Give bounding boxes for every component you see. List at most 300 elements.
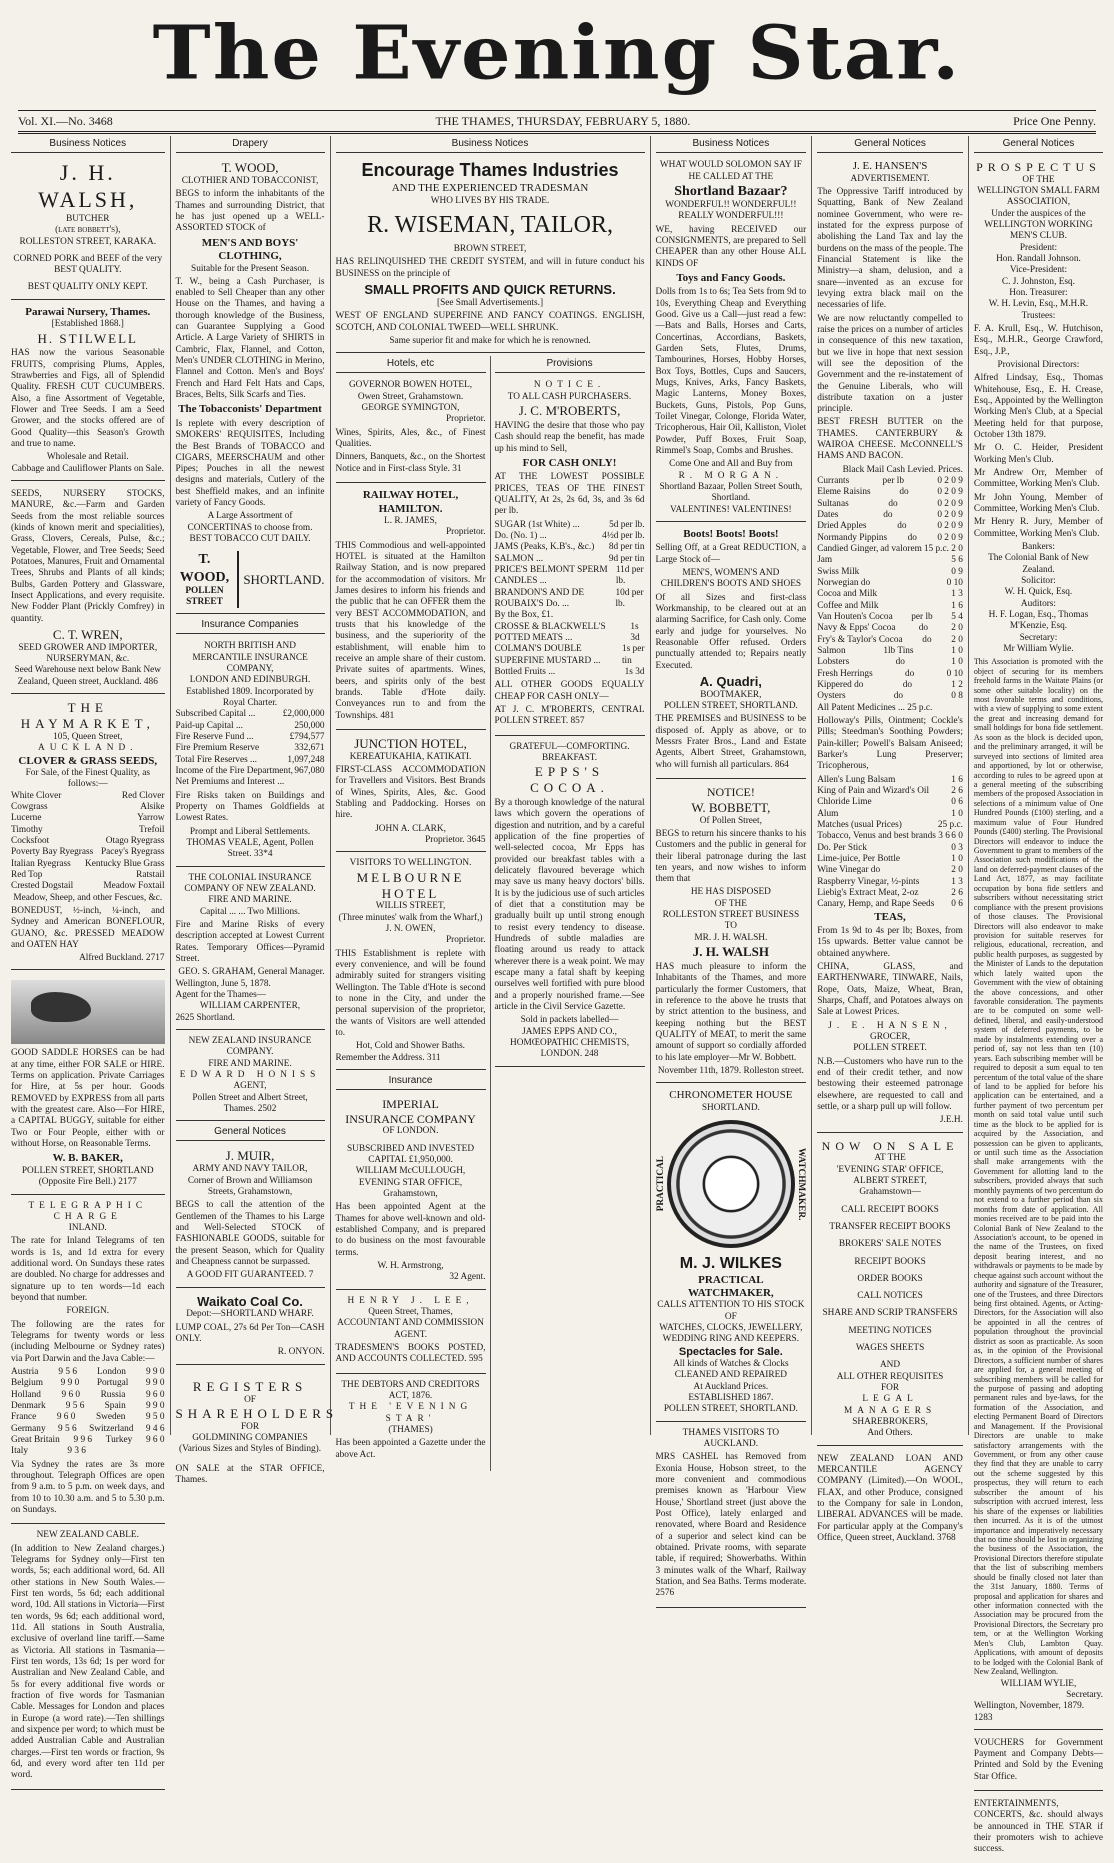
price-row <box>495 667 645 678</box>
grocery-row-cell: 0 2 0 9 <box>937 487 963 498</box>
ad-shortland-bazaar: WHAT WOULD SOLOMON SAY IF HE CALLED AT THE Shortland Bazaar? WONDERFUL!! WONDERFUL!! REALLY WONDERFUL!!! WE, having RECEIVED our CONSIGNMENTS, are prepared to Sell CHEAPER than any other House ALL KINDS OF Toys and Fancy Goods. Dolls from 1s to 6s; Tea Sets from 9d to 10s, Everything Cheap and Everything Good. Give us a Call—just read a few:—Bats and Balls, Horses and Carts, Concertinas, Accordians, Baskets, Garden Sets, Flutes, Drums, Tambourines, Horses, Hobby Horses, Box Toys, Bottles, Cups and Saucers, Mugs, Knives, Arks, Fancy Baskets, Magic Lanterns, Money Boxes, Buckets, Guns, Pistols, Pop Guns, Toilet Vinegar, Colonge, Florida Water, Tricopherous, Hair Oil, Kalliston, Violet Powder, Puff Boxes, Fruit Soap, Rimmel's Soap, Combs and Brushes. Come One and All and Buy from R. MORGAN. Shortland Bazaar, Pollen Street South, Shortland. VALENTINES! VALENTINES! <box>656 157 807 522</box>
price-row <box>495 588 645 611</box>
grocery-row <box>817 646 963 657</box>
capital-row <box>176 755 325 766</box>
sundry-row-cell: Liebig's Extract Meat, 2-oz <box>817 887 919 898</box>
grocery-row-cell: do <box>883 510 893 521</box>
sundry-row-cell: Alum <box>817 808 839 819</box>
sundry-row-cell: 6 0 <box>951 831 963 842</box>
rate-row <box>11 1378 165 1389</box>
section-header: General Notices <box>974 136 1103 153</box>
section-header: Provisions <box>495 356 645 373</box>
grocery-row-cell: 0 2 0 9 <box>937 498 963 509</box>
seed-row <box>11 813 165 824</box>
rate-row-cell: Great Britain <box>11 1435 60 1446</box>
grocery-row-cell: Candied Ginger, <box>817 544 879 555</box>
grocery-row-cell: do <box>897 521 907 532</box>
ad-registers: REGISTERS OF SHAREHOLDERS FOR GOLDMINING COMPANIES (Various Sizes and Styles of Binding). ON SALE at the STAR OFFICE, Thames. <box>175 1378 339 1486</box>
sundry-row-cell: Do. Per Stick <box>817 842 868 853</box>
capital-row-cell: Paid-up Capital ... <box>175 720 243 731</box>
ad-telegraphic-charges: TELEGRAPHIC CHARGE INLAND. The rate for Inland Telegrams of ten words is 1s, and 1d extra for every additional word. On Sundays these rates are doubled. No charge for addresses and signature up to ten words—1d each beyond that number. FOREIGN. The following are the rates for Telegrams for twenty words or less (including Melbourne or Sydney rates) via Port Darwin and the Java Cable:— Austria 9 5 6 London 9 9 0 Belgium 9 9 0 Portugal 9 9 0 Holland 9 6 0 Russia 9 6 0 Denmark 9 5 6 Spain 9 9 0 France 9 6 0 Sweden 9 5 0 Germany 9 5 6 Switzerland 9 4 6 Great Britain 9 9 6 Turkey 9 6 0 Italy 9 3 6 Via Sydney the rates are 3s more throughout. Telegraph Offices are open from 9 a.m. to 5 p.m. on week days, and from 10 to 10.30 a.m. and 5 to 5.30 p.m. on Sundays. <box>11 1198 165 1525</box>
capital-row-cell: Subscribed Capital ... <box>175 709 256 720</box>
rate-row-cell: 9 5 0 <box>145 1412 165 1423</box>
price-row-cell: 1s 3d <box>630 621 640 643</box>
grocery-row <box>817 533 963 544</box>
price-row-cell: COLMAN'S DOUBLE SUPERFINE MUSTARD ... <box>494 644 601 666</box>
seed-row-cell: Lucerne <box>11 813 42 824</box>
sundry-row <box>817 877 963 888</box>
grocery-row <box>817 499 963 510</box>
grocery-row-cell: Fry's & Taylor's Cocoa <box>817 634 903 645</box>
rate-row-cell: Switzerland <box>89 1423 134 1434</box>
ad-wren-seeds: SEEDS, NURSERY STOCKS, MANURE, &c.—Farm and Garden Seeds from the most reliable sources (kinds of known merit and specialities), Grass, Clovers, Cereals, Pulse, &c.; Vegetable, Flower, and Tree Seeds; Seed Potatoes, Manures, Fruit and Ornamental Trees, Shrubs and Plants of all kinds; Bulbs, Garden Pottery and Glassware, Insect Applications, and every requisite. New Fodder Plant (Prickly Comfrey) in quantity. C. T. WREN, SEED GROWER AND IMPORTER, NURSERYMAN, &c. Seed Warehouse next below Bank New Zealand, Queen street, Auckland. 486 <box>11 484 165 694</box>
seed-row-cell: Ratstail <box>136 869 165 880</box>
rate-row <box>11 1424 165 1435</box>
rate-row <box>11 1390 165 1401</box>
newspaper-title: The Evening Star. <box>152 10 962 97</box>
grocery-row <box>817 521 963 532</box>
sundry-row <box>817 809 963 820</box>
price-row-cell: 9d per tin <box>608 553 645 564</box>
ad-governor-bowen-hotel: GOVERNOR BOWEN HOTEL, Owen Street, Grahamstown. GEORGE SYMINGTON, Proprietor. Wines, Spirits, Ales, &c., of Finest Qualities. Dinners, Banquets, &c., on the Shortest Notice and in First-class Style. 31 <box>336 377 486 483</box>
rate-row-cell: 9 9 0 <box>145 1401 165 1412</box>
section-header: General Notices <box>817 136 963 153</box>
ad-muir-tailor: J. MUIR, ARMY AND NAVY TAILOR, Corner of Brown and Williamson Streets, Grahamstown, BEGS to call the attention of the Gentlemen of the Thames to his Large and Well-Selected STOCK of FASHIONABLE GOODS, suitable for the present Season, which for Quality and Cheapness cannot be surpassed. A GOOD FIT GUARANTEED. 7 <box>176 1145 325 1287</box>
grocery-row-cell: 15 p.c. 2 0 <box>923 544 963 555</box>
sundry-row <box>817 786 963 797</box>
grocery-row <box>817 669 963 680</box>
grocery-row-cell: 5 6 <box>951 555 963 566</box>
grocery-row-cell: do <box>899 487 909 498</box>
ad-hansen-grocer: J. E. HANSEN'S ADVERTISEMENT. The Oppressive Tariff introduced by Squatting, Bank of New Zealand nominee Government, who were re-instated for the express purpose of abolishing the Land Tax and lay the burdens on the mass of the people. The Financial Statement is like the Ministry—a sham, delusion, and a snare—invented as an excuse for levying extra black mail on the necessaries of life. We are now reluctantly compelled to raise the prices on a number of articles in consequence of this new taxation, but we live in hope that next session will see the deposition of the Government and the re-instatement of the Genuine Liberals, who will distribute taxation on a juster principle. BEST FRESH BUTTER on the THAMES. CANTERBURY & WAIROA CHEESE. McCONNELL'S HAMS AND BACON. Black Mail Cash Levied. Prices. Currants per lb 0 2 0 9 Eleme Raisins do 0 2 0 9 Sultanas do 0 2 0 9 Dates do 0 2 0 9 Dried Apples do 0 2 0 9 Normandy Pippins do 0 2 0 9 Candied Ginger, ad valorem 15 p.c. 2 0 Jam 5 6 Swiss Milk 0 9 Norwegian do 0 10 Cocoa and Milk 1 3 Coffee and Milk 1 6 Van Houten's Cocoa per lb 5 4 Navy & Epps' Cocoa do 2 0 Fry's & Taylor's Cocoa do 2 0 Salmon 1lb Tins 1 0 Lobsters do 1 0 Fresh Herrings do 0 10 Kippered do do 1 2 Oysters do 0 8 All Patent Medicines ... 25 p.c. Holloway's Pills, Ointment; Cockle's Pills; Steedman's Soothing Powders; Pain-killer; Powell's Balsam Aniseed; Barker's Lung Preserver; Tricopherous, Allen's Lung Balsam 1 6 King of Pain and Wizard's Oil 2 6 Chloride Lime 0 6 Alum 1 0 Matches (usual Prices) 25 p.c. Tobacco, Venus and best brands 3 6 6 0 Do. Per Stick 0 3 Lime-juice, Per Bottle 1 0 Wine Vinegar do 2 0 Raspberry Vinegar, ½-pints 1 3 Liebig's Extract Meat, 2-oz 2 6 Canary, Hemp, and Rape Seeds 0 6 TEAS, From 1s 9d to 4s per lb; Boxes, from 15s upwards. Better value cannot be obtained anywhere. CHINA, GLASS, and EARTHENWARE, TINWARE, Nails, Rope, Oats, Maize, Wheat, Bran, Sharps, Chaff, and Potatoes always on Sale at Lowest Prices. J. E. HANSEN, GROCER, POLLEN STREET. N.B.—Customers who have run to the end of their credit tether, and now bestowing their esteemed patronage elsewhere, are requested to call and settle, or a sharp pull up will follow. J.E.H. <box>817 157 963 1132</box>
seed-row-cell: Pacey's Ryegrass <box>101 847 165 858</box>
grocery-row-cell: Salmon <box>817 646 846 657</box>
column-4 <box>651 136 813 1599</box>
seed-row <box>11 870 165 881</box>
grocery-row-cell: Dried Apples <box>817 521 867 532</box>
rate-row-cell: 9 9 0 <box>60 1378 80 1389</box>
sundry-row <box>817 797 963 808</box>
grocery-row-cell: 2 0 <box>951 634 963 645</box>
sundry-row-cell: 0 6 <box>951 899 963 910</box>
ad-colonial-insurance: THE COLONIAL INSURANCE COMPANY OF NEW ZEALAND. FIRE AND MARINE. Capital ... ... Two Millions. Fire and Marine Risks of every description accepted at Lowest Current Rates. Temporary Offices—Pyramid Street. GEO. S. GRAHAM, General Manager. Wellington, June 5, 1878. Agent for the Thames— WILLIAM CARPENTER, 2625 Shortland. <box>176 870 325 1030</box>
rate-row <box>11 1412 165 1423</box>
section-header: General Notices <box>176 1124 325 1141</box>
section-header: Business Notices <box>656 136 807 153</box>
rate-row-cell: 9 9 0 <box>145 1367 165 1378</box>
grocery-row-cell: 2 0 <box>951 623 963 634</box>
grocery-row-cell: Coffee and Milk <box>817 600 879 611</box>
ad-bobbett-walsh: NOTICE! W. BOBBETT, Of Pollen Street, BEGS to return his sincere thanks to his Customers and the public in general for their liberal patronage during the last ten years, and now wishes to inform them that HE HAS DISPOSED OF THE ROLLESTON STREET BUSINESS TO MR. J. H. WALSH. J. H. WALSH HAS much pleasure to inform the Inhabitants of the Thames, and more particularly the former Customers, that in reference to the above he trusts that by strict attention to the business, and keeping nothing but the BEST QUALITY of MEAT, to merit the same amount of support so cordially afforded to his late employer—Mr W. Bobbett. November 11th, 1879. Rolleston street. <box>656 782 807 1083</box>
rate-row <box>11 1367 165 1378</box>
seed-row <box>11 802 165 813</box>
ad-waikato-coal: Waikato Coal Co. Depot:—SHORTLAND WHARF. LUMP COAL, 27s 6d Per Ton—CASH ONLY. R. ONYON. <box>176 1291 325 1365</box>
price-row-cell: 5d per lb. <box>609 519 645 530</box>
ad-junction-hotel: JUNCTION HOTEL, KEREATUKAHIA, KATIKATI. FIRST-CLASS ACCOMMODATION for Travellers and Visitors. Best Brands of Wines, Spirits, Ales, &c. Good Stabling and Paddocking. Horses on hire. JOHN A. CLARK, Proprietor. 3645 <box>336 733 486 852</box>
grocery-row <box>817 555 963 566</box>
capital-table <box>176 709 325 788</box>
sundry-row <box>817 843 963 854</box>
capital-row-cell: Fire Premium Reserve <box>175 743 260 754</box>
ad-mroberts: NOTICE. TO ALL CASH PURCHASERS. J. C. M'ROBERTS, HAVING the desire that those who pay Cash should reap the benefit, has made up his mind to Sell, FOR CASH ONLY! AT THE LOWEST POSSIBLE PRICES, TEAS OF THE FINEST QUALITY, At 2s, 2s 6d, 3s, and 3s 6d per lb. SUGAR (1st White) ... 5d per lb. Do. (No. 1) ... 4½d per lb. JAMS (Peaks, K.B's., &c.) 8d per tin SALMON ... 9d per tin PRICE'S BELMONT SPERM CANDLES ... 11d per lb. BRANDON'S AND DE ROUBAIX'S Do. ... 10d per lb. By the Box, £1. CROSSE & BLACKWELL'S POTTED MEATS ... 1s 3d COLMAN'S DOUBLE SUPERFINE MUSTARD ... 1s per tin Bottled Fruits ... 1s 3d ALL OTHER GOODS EQUALLY CHEAP FOR CASH ONLY— AT J. C. M'ROBERTS, CENTRAL POLLEN STREET. 857 <box>495 377 645 735</box>
seed-row <box>11 791 165 802</box>
grocery-row-cell: 1 0 <box>951 646 963 657</box>
grocery-row-cell: ad valorem <box>880 544 922 555</box>
ad-t-wood: T. WOOD, CLOTHIER AND TOBACCONIST, BEGS to inform the inhabitants of the Thames and surrounding District, that he has just opened up a WELL-ASSORTED STOCK of MEN'S AND BOYS' CLOTHING, Suitable for the Present Season. T. W., being a Cash Purchaser, is enabled to Sell Cheaper than any other House on the Thames, and having a thorough knowledge of the Business, can Guarantee Supplying a Good Article. A Large Variety of SHIRTS in Cambric, Flax, Flannel, and Cotton, Men's UNDER CLOTHING in Merino, Flannel and Cotton. Men's and Boys' French and Hard Felt Hats and Caps, Braces, Belts, Silk Scarfs and Ties. The Tobacconists' Department Is replete with every description of SMOKERS' REQUISITES, Including the Best Brands of TOBACCO and CIGARS, MEERSCHAUM and other Pipes; Pouches in all the newest designs and materials, Cutlery of the best Sheffield makes, and an infinite variety of Fancy Goods. A Large Assortment of CONCERTINAS to choose from. BEST TOBACCO CUT DAILY. T. WOOD, POLLEN STREET SHORTLAND. <box>176 157 325 614</box>
ad-chronometer-house: CHRONOMETER HOUSE SHORTLAND. PRACTICAL WATCHMAKER. M. J. WILKES PRACTICAL WATCHMAKER, CALLS ATTENTION TO HIS STOCK OF WATCHES, CLOCKS, JEWELLERY, WEDDING RING AND KEEPERS. Spectacles for Sale. All kinds of Watches & Clocks CLEANED AND REPAIRED At Auckland Prices. ESTABLISHED 1867. POLLEN STREET, SHORTLAND. <box>656 1086 807 1421</box>
seed-list <box>11 791 165 893</box>
book-list <box>817 1205 963 1355</box>
price-row <box>495 622 645 645</box>
seed-row-cell: Poverty Bay Ryegrass <box>11 847 94 858</box>
book-item: SHARE AND SCRIP TRANSFERS <box>822 1308 958 1319</box>
sundry-row-cell: Lime-juice, Per Bottle <box>817 853 901 864</box>
sundry-row <box>817 775 963 786</box>
rate-row-cell: 9 3 6 <box>67 1446 86 1457</box>
rate-row <box>11 1446 165 1457</box>
sundry-row <box>817 831 963 842</box>
grocery-row <box>817 623 963 634</box>
grocery-row <box>817 476 963 487</box>
grocery-row-cell: 1 6 <box>951 600 963 611</box>
seed-row-cell: Italian Ryegrass <box>11 858 71 869</box>
rate-row-cell: France <box>11 1412 37 1423</box>
seed-row-cell: Yarrow <box>137 813 165 824</box>
grocery-row-cell: Navy & Epps' Cocoa <box>817 623 896 634</box>
grocery-row-cell: Currants <box>817 476 850 487</box>
sundry-row-cell: Wine Vinegar do <box>817 865 881 876</box>
split-section <box>336 356 645 1471</box>
seed-row-cell: Cocksfoot <box>11 835 50 846</box>
price-row-cell: 1s per tin <box>621 644 645 666</box>
capital-row-cell: £794,577 <box>289 732 325 743</box>
sundry-row-cell: 1 6 <box>951 774 963 785</box>
sundry-row-cell: 2 0 <box>951 865 963 876</box>
grocery-row <box>817 635 963 646</box>
grocery-row <box>817 657 963 668</box>
grocery-row-cell: Jam <box>817 555 833 566</box>
grocery-row-cell: 0 10 <box>946 578 963 589</box>
seed-row-cell: Otago Ryegrass <box>105 835 165 846</box>
rate-row-cell: London <box>97 1367 126 1378</box>
ad-railway-hotel: RAILWAY HOTEL, HAMILTON. L. R. JAMES, Proprietor. THIS Commodious and well-appointed HOTEL is situated at the Hamilton Railway Station, and is now prepared for the accommodation of visitors. Mr James desires to inform his friends and the public that he can OFFER them the very BEST ACCOMMODATION, and trusts that his knowledge of the business, and the superiority of the establishment, will enable him to receive an ample share of their custom. Private suites of apartments. Wines, beers, and spirits only of the best brands. Table d'Hote daily. Conveyances run to and from the Townships. 481 <box>336 486 486 730</box>
grocery-row-cell: 1 3 <box>951 589 963 600</box>
rate-row <box>11 1401 165 1412</box>
capital-row-cell: Income of the Fire Department, Net Premiums and Interest ... <box>175 766 293 788</box>
seed-row-cell: Red Clover <box>121 790 165 801</box>
sundry-row <box>817 865 963 876</box>
seed-row <box>11 825 165 836</box>
grocery-row-cell: per lb <box>911 612 933 623</box>
rate-row-cell: Germany <box>11 1423 46 1434</box>
ad-small-farm-prospectus: PROSPECTUS OF THE WELLINGTON SMALL FARM ASSOCIATION, Under the auspices of the WELLINGTON WORKING MEN'S CLUB. President: Hon. Randall Johnson. Vice-President: C. J. Johnston, Esq. Hon. Treasurer: W. H. Levin, Esq., M.H.R. Trustees: F. A. Krull, Esq., W. Hutchison, Esq., M.H.R., George Crawford, Esq., J.P., Provisional Directors: Alfred Lindsay, Esq., Thomas Whitehouse, Esq., E. H. Crease, Esq., Appointed by the Wellington Working Men's Club, at a Special Meeting held for that purpose, October 13th 1879. Mr O. C. Heider, President Working Men's Club. Mr Andrew Orr, Member of Committee, Working Men's Club. Mr John Young, Member of Committee, Working Men's Club. Mr Henry R. Jury, Member of Committee, Working Men's Club. Bankers: The Colonial Bank of New Zealand. Solicitor: W. H. Quick, Esq. Auditors: H. F. Logan, Esq., Thomas M'Kenzie, Esq. Secretary: Mr William Wylie. This Association is promoted with the object of securing for its members freehold farms in the Waitate Plains (or some other suitable locality) on the most favorable terms and conditions, with a view of supplying to some extent the great and increasing demand for small holdings for bona fide settlement. As soon as the block is decided upon, and the preliminary arranged, it will be surveyed into sections of limited area and apportioned, by lot or otherwise, according to rules to be agreed upon at a general meeting of the subscribing members of the proposed Association in selections of a minimum value of One Hundred Pounds (£100) sterling, and a maximum value of Four Hundred Pounds (£400) sterling. The Provisional Directors will endeavor to induce the Government to grant to members of the Association such modifications of the land on deferred-payment clauses of the Land Act, 1877, as may facilitate occupation by bona fide settlers and subscribers without necessitating strict compliance with the present provisions of those clauses. The Provisional Directors will also endeavor to make provision for suitable reserves for religious, educational, recreation, and public health purposes, as suggested by the Minister of Lands to the deputation which lately waited upon the Government with the view of obtaining the above concessions, and other favorable consideration. The payments are to be computed on some well-defined, liberal, and easily-understood system of deferred payments, to be made by instalments extending over a period of, say not less than ten (10) years. Each subscribing member will be required to deposit a sum equal to ten percentum of the total value of the share of land to be applied for before his application can be entertained, and a further payment of two percentum per month on said total value until such time as the block to be applied for is acquired by the Association, and possession can be given to applicants, or until such time as the Association shall make arrangements with the Government for allotting land to the subscribers, provided always that such monthly payments of two percentum do not extend to a further period than six months from date of application. All monies received are to be paid into the Colonial Bank of New Zealand to the Association's account, to be opened in the name of the Trustees, on fixed deposit bearing interest, and no withdrawals or payments to be made by cheque against such account without the authority and signature of the Treasurer, one of the Trustees, and three Directors being first obtained. Agents, or Acting-Directors, for the Association will also be appointed in all the centres of population throughout the provincial district as soon as practicable. As soon as, in the opinion of the Provisional Directors, a sufficient number of shares are applied for, a general meeting of subscribing members will be called for the purpose of passing and adopting permanent rules and bye-laws, for the formation of the Association, and electing Permanent Board of Directors and Management. If the Provisional Directors are unable to make satisfactory arrangements with the Government, or from any other cause they find that they are unable to carry out the scheme suggested by this prospectus, they will return to each subscriber the amount of his subscription with accrued interest, less his share of the expenses or liabilities then incurred. As it is of the utmost importance and imperatively necessary that no time should be lost in organizing the business of the Association, the Provisional Directors therefore stipulate that the list of subscribing members should be finally closed not later than the 31st January, 1880. Terms of proposal and application for shares and other information connected with the Association may be procured from the Provisional Directors, the Secretary pro tem, or at the Wellington Working Men's Club, Lambton Quay. Applications, with amount of deposits to be lodged with the Colonial Bank of New Zealand, Wellington. WILLIAM WYLIE, Secretary. Wellington, November, 1879. 1283 <box>974 157 1103 1730</box>
grocery-row <box>817 601 963 612</box>
grocery-row-cell: Dates <box>817 510 839 521</box>
grocery-row-cell: do <box>895 657 905 668</box>
capital-row-cell: 250,000 <box>294 720 325 731</box>
pocket-watch-engraving <box>667 1120 795 1248</box>
seed-row <box>11 847 165 858</box>
grocery-row-cell: 0 2 0 9 <box>937 510 963 521</box>
book-item: WAGES SHEETS <box>855 1343 925 1354</box>
issue-date: THE THAMES, THURSDAY, FEBRUARY 5, 1880. <box>435 113 691 128</box>
grocery-row-cell: 0 10 <box>946 668 963 679</box>
seed-row-cell: Timothy <box>11 824 43 835</box>
ad-quadri-boots: Boots! Boots! Boots! Selling Off, at a Great REDUCTION, a Large Stock of— MEN'S, WOMEN'S AND CHILDREN'S BOOTS AND SHOES Of all Sizes and first-class Workmanship, to be cleared out at an alarming Sacrifice, for Cash only. Come early and judge for yourselves. No Reasonable Offer refused. Orders punctually attended to; Repairs neatly Executed. A. Quadri, BOOTMAKER, POLLEN STREET, SHORTLAND. THE PREMISES and BUSINESS to be disposed of. Apply as above, or to Messrs Frater Bros., Land and Estate Agents, Albert Street, Grahamstown, who will furnish all particulars. 864 <box>656 525 807 779</box>
section-header: Insurance Companies <box>176 617 325 634</box>
book-item: CALL NOTICES <box>857 1291 923 1302</box>
seed-row-cell: Crested Dogstail <box>11 881 74 892</box>
seed-row-cell: Alsike <box>140 801 165 812</box>
rate-row-cell: Denmark <box>11 1401 46 1412</box>
grocery-row-cell: Van Houten's Cocoa <box>817 612 893 623</box>
price-row-cell: 10d per lb. <box>615 587 644 609</box>
price-row-cell: BRANDON'S AND DE ROUBAIX'S Do. ... <box>494 587 585 609</box>
grocery-row-cell: Lobsters <box>817 657 850 668</box>
sundry-row <box>817 820 963 831</box>
sundry-row-cell: Matches (usual Prices) <box>817 819 902 830</box>
capital-row-cell: 332,671 <box>294 743 325 754</box>
sundry-row-cell: Raspberry Vinegar, ½-pints <box>817 876 920 887</box>
price: Price One Penny. <box>1013 113 1096 128</box>
grocery-row-cell: 1lb Tins <box>883 646 914 657</box>
rate-row-cell: 9 6 0 <box>145 1389 165 1400</box>
horse-carriage-engraving <box>11 980 165 1044</box>
ad-walsh-butcher: J. H. WALSH, BUTCHER (late bobbett's), ROLLESTON STREET, KARAKA. CORNED PORK and BEEF of the very BEST QUALITY. BEST QUALITY ONLY KEPT. <box>11 157 165 300</box>
rate-row-cell: 9 9 6 <box>73 1435 93 1446</box>
rate-row-cell: Sweden <box>95 1412 126 1423</box>
price-row-cell: JAMS (Peaks, K.B's., &c.) <box>494 542 595 553</box>
section-header: Insurance <box>336 1073 486 1090</box>
rate-row-cell: 9 6 0 <box>145 1435 165 1446</box>
ad-cashel-boarding: THAMES VISITORS TO AUCKLAND. MRS CASHEL has Removed from Exonia House, Hobson street, to the more convenient and commodious premises known as 'Harbour View House,' Shortland street (just above the Post Office), lately enlarged and renovated, where Board and Residence of a superior and select kind can be obtained. Private rooms, with separate table, if required; Showerbaths. Within 3 minutes walk of the Wharf, Railway Station, and Sea Baths. Terms moderate. 2576 <box>656 1425 807 1608</box>
capital-row <box>176 743 325 754</box>
ad-vouchers: VOUCHERS for Government Payment and Company Debts—Printed and Sold by the Evening Star Office. <box>974 1733 1103 1791</box>
price-row-cell: Do. (No. 1) ... <box>494 531 547 542</box>
grocery-row <box>817 589 963 600</box>
sundry-row-cell: 1 3 <box>951 876 963 887</box>
rate-row-cell: Turkey <box>105 1435 133 1446</box>
section-header: Business Notices <box>11 136 165 153</box>
grocery-row <box>817 510 963 521</box>
grocery-row <box>817 612 963 623</box>
rate-row-cell: Austria <box>11 1367 39 1378</box>
book-item: MEETING NOTICES <box>848 1325 932 1336</box>
rate-row-cell: Italy <box>11 1446 29 1457</box>
sundry-row <box>817 888 963 899</box>
ad-henry-lee: HENRY J. LEE, Queen Street, Thames, ACCOUNTANT AND COMMISSION AGENT. TRADESMEN'S BOOKS POSTED, AND ACCOUNTS COLLECTED. 595 <box>336 1293 486 1374</box>
rate-row-cell: 9 9 0 <box>145 1378 165 1389</box>
capital-row-cell: Fire Reserve Fund ... <box>175 732 254 743</box>
grocery-row-cell: Cocoa and Milk <box>817 589 878 600</box>
watch-illustration-row: PRACTICAL WATCHMAKER. <box>656 1114 807 1254</box>
provisions-subcolumn <box>491 356 645 1471</box>
grocery-row <box>817 680 963 691</box>
book-item: ORDER BOOKS <box>857 1273 923 1284</box>
book-item: BROKERS' SALE NOTES <box>838 1239 942 1250</box>
sundry-row-cell: 0 6 <box>951 797 963 808</box>
grocery-row <box>817 544 963 555</box>
book-item: RECEIPT BOOKS <box>854 1256 926 1267</box>
rate-row-cell: Belgium <box>11 1378 44 1389</box>
capital-row-cell: Total Fire Reserves ... <box>175 754 257 765</box>
ad-nz-loan: NEW ZEALAND LOAN AND MERCANTILE AGENCY COMPANY (Limited).—On WOOL, FLAX, and other Produce, consigned to the Company for sale in London, LIBERAL ADVANCES will be made. For particular apply at the Company's Office, Queen street, Auckland. 3768 <box>817 1453 963 1544</box>
grocery-row-cell: Kippered do <box>817 680 864 691</box>
price-row-cell: 1s 3d <box>624 666 645 677</box>
columns <box>6 136 1108 1855</box>
sundry-row <box>817 854 963 865</box>
price-row-cell: 8d per tin <box>608 542 645 553</box>
grocery-row <box>817 487 963 498</box>
ad-nz-insurance: NEW ZEALAND INSURANCE COMPANY. FIRE AND MARINE. EDWARD HONISS AGENT, Pollen Street and Albert Street, Thames. 2502 <box>176 1033 325 1121</box>
grocery-row <box>817 567 963 578</box>
sundry-row-cell: 1 0 <box>951 808 963 819</box>
grocery-row <box>817 691 963 702</box>
price-row <box>495 644 645 667</box>
rate-row-cell: 9 5 6 <box>58 1423 77 1434</box>
grocery-row-cell: Normandy Pippins <box>817 532 888 543</box>
capital-row-cell: 1,097,248 <box>287 754 325 765</box>
grocery-row-cell: Norwegian do <box>817 578 871 589</box>
capital-row <box>176 766 325 789</box>
grocery-row-cell: per lb <box>882 476 904 487</box>
ad-epps-cocoa: GRATEFUL—COMFORTING. BREAKFAST. EPPS'S COCOA. By a thorough knowledge of the natural laws which govern the operations of digestion and nutrition, and by a careful application of the fine properties of well-selected cocoa, Mr Epps has provided our breakfast tables with a delicately flavoured beverage which may save us many heavy doctors' bills. It is by the judicious use of such articles of diet that a constitution may be gradually built up until strong enough to resist every tendency to disease. Hundreds of subtle maladies are floating around us ready to attack wherever there is a weak point. We may escape many a fatal shaft by keeping ourselves well fortified with pure blood and a properly nourished frame.—See article in the Civil Service Gazette. Sold in packets labelled— JAMES EPPS AND CO., HOMŒOPATHIC CHEMISTS, LONDON. 248 <box>495 739 645 1067</box>
price-row-cell: CROSSE & BLACKWELL'S POTTED MEATS ... <box>494 621 606 643</box>
capital-row-cell: £2,000,000 <box>282 709 325 720</box>
seed-row-cell: Kentucky Blue Grass <box>85 858 165 869</box>
sundry-row-cell: Canary, Hemp, and Rape Seeds <box>817 899 935 910</box>
section-header: Drapery <box>176 136 325 153</box>
sundries-price-list <box>817 775 963 911</box>
grocery-row-cell: 0 2 0 9 <box>937 521 963 532</box>
rate-row-cell: 9 6 0 <box>61 1389 81 1400</box>
grocery-row-cell: Sultanas <box>817 498 849 509</box>
grocery-row-cell: Fresh Herrings <box>817 668 873 679</box>
sundry-row-cell: Tobacco, Venus and best brands 3 6 <box>817 831 950 842</box>
ad-wiseman-tailor: Encourage Thames Industries AND THE EXPERIENCED TRADESMAN WHO LIVES BY HIS TRADE. R. WISEMAN, TAILOR, BROWN STREET, HAS RELINQUISHED THE CREDIT SYSTEM, and will in future conduct his BUSINESS on the principle of SMALL PROFITS AND QUICK RETURNS. [See Small Advertisements.] WEST OF ENGLAND SUPERFINE AND FANCY COATINGS. ENGLISH, SCOTCH, AND COLONIAL TWEED—WELL SHRUNK. Same superior fit and make for which he is renowned. <box>336 157 645 353</box>
price-list <box>495 520 645 679</box>
grocery-row-cell: 0 2 0 9 <box>937 476 963 487</box>
price-row <box>495 531 645 542</box>
rate-row-cell: 9 4 6 <box>145 1423 165 1434</box>
seed-row-cell: Trefoil <box>139 824 165 835</box>
price-row-cell: SUGAR (1st White) ... <box>494 519 580 530</box>
grocery-row-cell: Oysters <box>817 691 846 702</box>
rates-table <box>11 1367 165 1458</box>
rate-row-cell: Holland <box>11 1389 41 1400</box>
ad-debtors-act: THE DEBTORS AND CREDITORS ACT, 1876. THE 'EVENING STAR' (THAMES) Has been appointed a Gazette under the above Act. <box>335 1379 486 1460</box>
ad-nz-cable: NEW ZEALAND CABLE. (In addition to New Zealand charges.) Telegrams for Sydney only—First ten words, 5s; each additional word, 6d. All other stations in New South Wales.—First ten words, 5s 6d; each additional word, 10d. All stations in Victoria—First ten words, 9s 6d; each additional word, 11d. All stations in South Australia, exclusive of overland line tariff.—Same as Victoria. All stations in Tasmania—First ten words, 13s 6d; 1s per word for Australian and New Zealand Cable, and 5s for every additional five words or fraction of five words for Tasmanian Cable. Messages for London and places in Europe (a word rate).—Ten shillings and sixpence per word; to which must be added Australian Cable and Australian charges.—First ten words or fraction, 9s 6d, and every word after ten 11d per word. <box>11 1527 165 1789</box>
sundry-row-cell: King of Pain and Wizard's Oil <box>817 785 930 796</box>
price-row <box>495 554 645 565</box>
sundry-row-cell: Allen's Lung Balsam <box>817 774 896 785</box>
price-row-cell: 11d per lb. <box>615 565 644 587</box>
grocery-row-cell: 0 9 <box>951 566 963 577</box>
seed-row-cell: Meadow Foxtail <box>103 881 165 892</box>
ad-now-on-sale: NOW ON SALE AT THE 'EVENING STAR' OFFICE, ALBERT STREET, Grahamstown— CALL RECEIPT BOOKS TRANSFER RECEIPT BOOKS BROKERS' SALE NOTES RECEIPT BOOKS ORDER BOOKS CALL NOTICES SHARE AND SCRIP TRANSFERS MEETING NOTICES WAGES SHEETS AND ALL OTHER REQUISITES FOR LEGAL MANAGERS SHAREBROKERS, And Others. <box>817 1136 963 1446</box>
rate-row-cell: 9 6 0 <box>56 1412 76 1423</box>
seed-row <box>11 881 165 892</box>
grocery-row-cell: do <box>888 498 898 509</box>
ad-baker-horses: GOOD SADDLE HORSES can be had at any time, either FOR SALE or HIRE. Terms on application. Private Carriages for Hire, at 5s per hour. Goods REMOVED by EXPRESS from all parts with the greatest care. Also—For HIRE, a CAPITAL BUGGY, suitable for either Two or Four People, either with or without Horse, on Reasonable Terms. W. B. BAKER, POLLEN STREET, SHORTLAND (Opposite Fire Bell.) 2177 <box>11 973 165 1194</box>
ad-parawai-nursery: Parawai Nursery, Thames. [Established 1868.] H. STILWELL HAS now the various Seasonable FRUITS, comprising Plums, Apples, Strawberries and Figs, all of Splendid Quality. FRESH CUT CUCUMBERS. Also, a fine Assortment of Vegetable, Flower and Tree Seeds. I am a Seed Grower, and the stocks offered are of Good Quality—this Season's Growth and true to name. Wholesale and Retail. Cabbage and Cauliflower Plants on Sale. <box>11 303 165 481</box>
price-row <box>495 565 645 588</box>
sundry-row-cell: 2 6 <box>951 887 963 898</box>
book-item: CALL RECEIPT BOOKS <box>841 1204 939 1215</box>
grocery-row <box>817 578 963 589</box>
grocery-row-cell: 5 4 <box>951 612 963 623</box>
rate-row-cell: 9 5 6 <box>65 1401 85 1412</box>
ad-entertainments: ENTERTAINMENTS, CONCERTS, &c. should always be announced in THE STAR if their promoters wish to achieve success. <box>973 1799 1103 1855</box>
price-row <box>495 520 645 531</box>
price-row <box>495 542 645 553</box>
wood-signature: T. WOOD, POLLEN STREET SHORTLAND. <box>176 551 325 608</box>
sundry-row-cell: Chloride Lime <box>817 797 872 808</box>
column-1 <box>6 136 171 1781</box>
grocery-row-cell: Swiss Milk <box>817 566 860 577</box>
book-item: TRANSFER RECEIPT BOOKS <box>829 1221 951 1232</box>
capital-row <box>176 721 325 732</box>
column-3 <box>331 136 651 1460</box>
rate-row-cell: Spain <box>104 1401 126 1412</box>
grocery-price-list <box>817 476 963 703</box>
volume-number: Vol. XI.—No. 3468 <box>18 113 113 128</box>
capital-row <box>176 709 325 720</box>
section-header: Hotels, etc <box>336 356 486 373</box>
grocery-row-cell: 1 0 <box>951 657 963 668</box>
sundry-row-cell: 25 p.c. <box>937 819 963 830</box>
rate-row-cell: Russia <box>100 1389 126 1400</box>
sundry-row <box>817 899 963 910</box>
ad-north-british-insurance: NORTH BRITISH AND MERCANTILE INSURANCE COMPANY, LONDON AND EDINBURGH. Established 1809. Incorporated by Royal Charter. Subscribed Capital ... £2,000,000 Paid-up Capital ... 250,000 Fire Reserve Fund ... £794,577 Fire Premium Reserve 332,671 Total Fire Reserves ... 1,097,248 Income of the Fire Department, Net Premiums and Interest ... 967,080 Fire Risks taken on Buildings and Property on Thames Goldfields at Lowest Rates. Prompt and Liberal Settlements. THOMAS VEALE, Agent, Pollen Street. 33*4 <box>176 638 325 866</box>
grocery-row-cell: 1 2 <box>951 680 963 691</box>
sundry-row-cell: 2 6 <box>951 785 963 796</box>
masthead <box>0 0 1114 108</box>
section-header: Business Notices <box>336 136 645 153</box>
column-2 <box>171 136 339 1486</box>
grocery-row-cell: do <box>922 634 932 645</box>
seed-row-cell: Red Top <box>11 869 43 880</box>
grocery-row-cell: do <box>907 532 917 543</box>
ad-melbourne-hotel: VISITORS TO WELLINGTON. MELBOURNE HOTEL WILLIS STREET, (Three minutes' walk from the Wharf,) J. N. OWEN, Proprietor. THIS Establishment is replete with every convenience, and will be found admirably suited for strangers visiting Wellington. The Table d'Hote is second to none in the City, and under the personal supervision of the proprietor, the wants of Visitors are well attended to. Hot, Cold and Shower Baths. Remember the Address. 311 <box>336 855 486 1070</box>
seed-row-cell: White Clover <box>11 790 62 801</box>
column-6 <box>969 136 1108 1855</box>
grocery-row-cell: do <box>893 691 904 702</box>
price-row-cell: SALMON ... <box>494 553 544 564</box>
rate-row-cell: Portugal <box>96 1378 129 1389</box>
price-row-cell: Bottled Fruits ... <box>494 666 556 677</box>
grocery-row-cell: do <box>905 668 915 679</box>
seed-row-cell: Cowgrass <box>11 801 48 812</box>
sundry-row-cell: 1 0 <box>951 853 963 864</box>
grocery-row-cell: do <box>902 680 912 691</box>
seed-row <box>11 859 165 870</box>
capital-row <box>176 732 325 743</box>
grocery-row-cell: do <box>918 623 929 634</box>
ad-haymarket: THE HAYMARKET, 105, Queen Street, AUCKLAND. CLOVER & GRASS SEEDS, For Sale, of the Finest Quality, as follows:— White Clover Red Clover Cowgrass Alsike Lucerne Yarrow Timothy Trefoil Cocksfoot Otago Ryegrass Poverty Bay Ryegrass Pacey's Ryegrass Italian Ryegrass Kentucky Blue Grass Red Top Ratstail Crested Dogstail Meadow Foxtail Meadow, Sheep, and other Fescues, &c. BONEDUST, ½-inch, ¼-inch, and Sydney and American BONEFLOUR, GUANO, &c. PRESSED MEADOW and OATEN HAY Alfred Buckland. 2717 <box>11 697 165 970</box>
capital-row-cell: 967,080 <box>294 766 325 777</box>
rate-row-cell: 9 5 6 <box>58 1367 77 1378</box>
price-row-cell: By the Box, £1. <box>494 610 554 621</box>
sundry-row-cell: 0 3 <box>951 842 963 853</box>
hotels-subcolumn <box>336 356 491 1471</box>
grocery-row-cell: 0 2 0 9 <box>937 532 963 543</box>
price-row <box>495 610 645 621</box>
rate-row <box>11 1435 165 1446</box>
ad-imperial-insurance: IMPERIAL INSURANCE COMPANY OF LONDON. SUBSCRIBED AND INVESTED CAPITAL £1,950,000. WILLIAM McCULLOUGH, EVENING STAR OFFICE, Grahamstown, Has been appointed Agent at the Thames for above well-known and old-established Company, and is prepared to do business on the most favourable terms. W. H. Armstrong, 32 Agent. <box>336 1094 486 1290</box>
grocery-row-cell: Eleme Raisins <box>817 487 871 498</box>
column-5 <box>812 136 969 1544</box>
